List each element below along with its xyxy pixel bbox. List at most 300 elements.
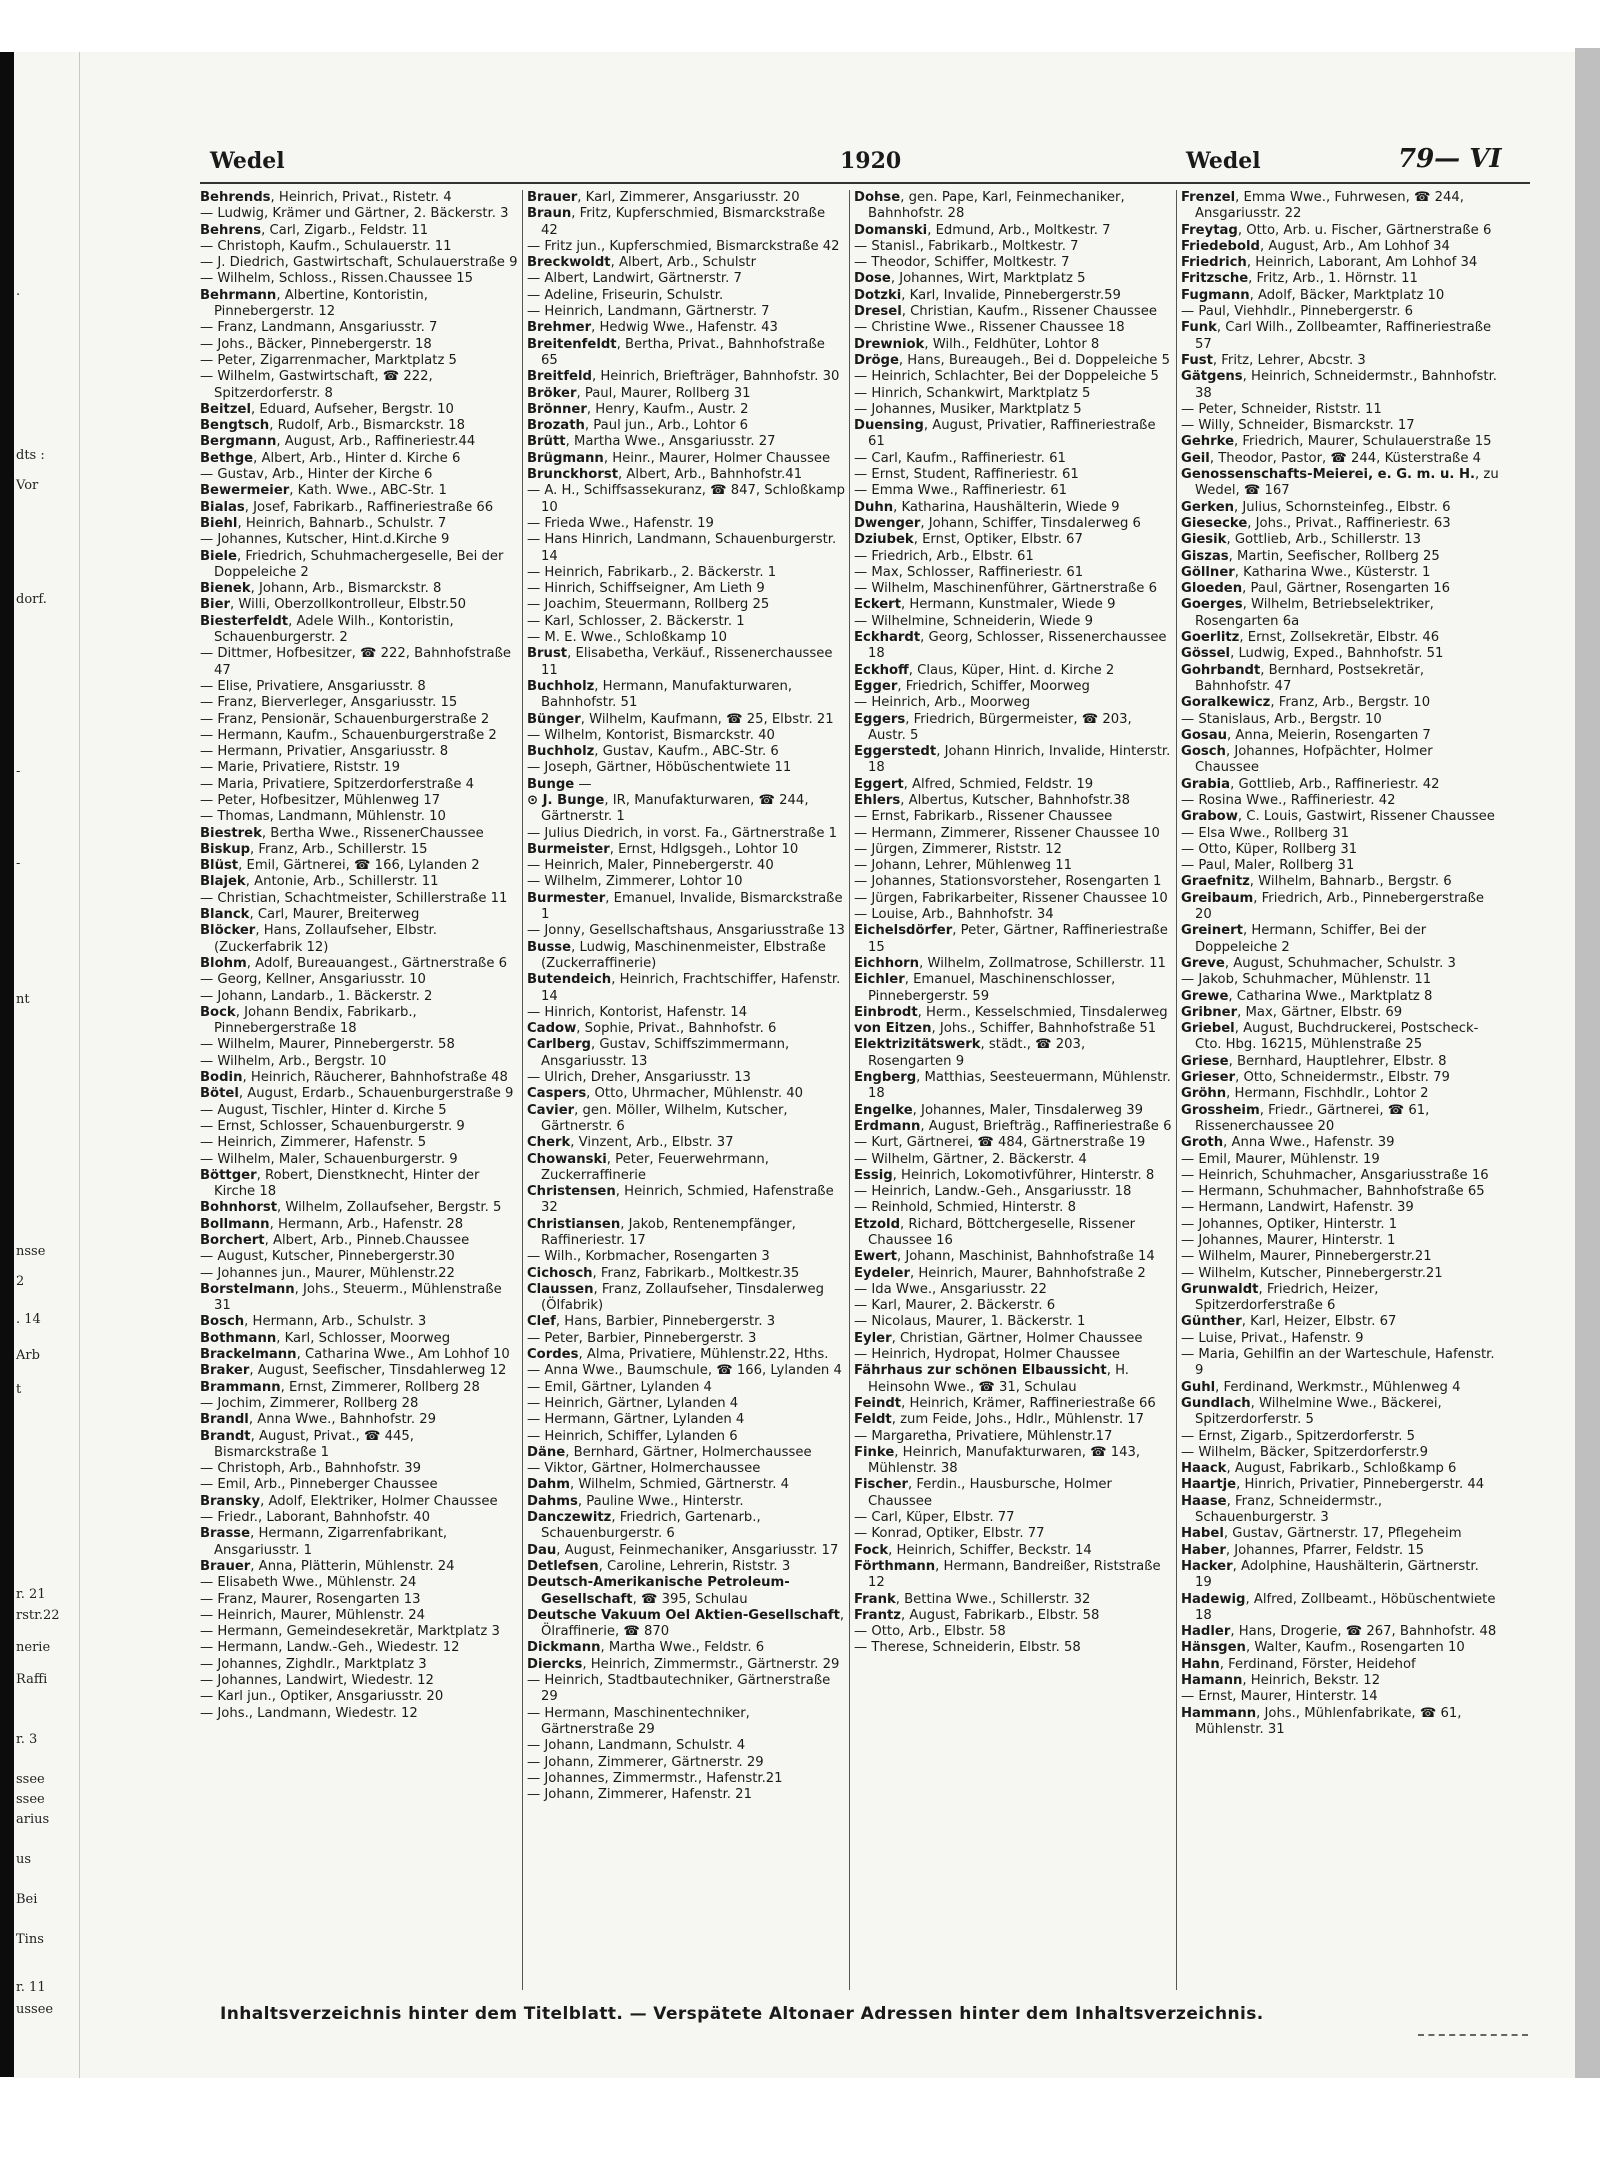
entry-details: — Christoph, Kaufm., Schulauerstr. 11 [200,238,452,254]
entry-details: , Hermann, Arb., Schulstr. 3 [244,1314,427,1330]
directory-entry [527,793,845,826]
entry-details: , Wilhelm, Kaufmann, ☎ 25, Elbstr. 21 [580,711,834,727]
entry-details: — Wilhelmine, Schneiderin, Wiede 9 [854,613,1093,629]
entry-surname: Bienek [200,581,251,597]
entry-surname: Etzold [854,1216,901,1232]
entry-surname: Haartje [1181,1477,1237,1493]
entry-details: , Ernst, Zimmerer, Rollberg 28 [280,1379,480,1395]
directory-entry [527,1070,845,1086]
entry-details: — August, Kutscher, Pinnebergerstr.30 [200,1249,455,1265]
directory-entry [200,1624,518,1640]
entry-surname: Feindt [854,1395,902,1411]
entry-surname: Dose [854,271,891,287]
directory-entry [1181,923,1499,956]
entry-details: — Heinrich, Arb., Moorweg [854,695,1031,711]
directory-entry [854,1152,1172,1168]
entry-details: , Peter, Gärtner, Raffineriestraße 15 [868,923,1168,955]
entry-surname: Dau [527,1542,557,1558]
entry-details: — Johs., Landmann, Wiedestr. 12 [200,1705,418,1721]
entry-details: , August, Arb., Am Lohhof 34 [1259,238,1450,254]
directory-entry [200,1706,518,1722]
entry-details: — Peter, Barbier, Pinnebergerstr. 3 [527,1330,757,1346]
entry-details: , Martha Wwe., Feldstr. 6 [600,1640,765,1656]
directory-entry [527,826,845,842]
directory-entry [527,1477,845,1493]
entry-details: — Hans Hinrich, Landmann, Schauenburgerstr. 14 [527,532,837,564]
directory-entry [854,1592,1172,1608]
directory-entry [527,206,845,239]
directory-entry [854,1347,1172,1363]
directory-entry [1181,728,1499,744]
entry-details: , Emanuel, Invalide, Bismarckstraße 1 [541,890,843,923]
entry-details: , Ölraffinerie, ☎ 870 [541,1607,845,1640]
entry-details: — Carl, Küper, Elbstr. 77 [854,1510,1015,1526]
entry-details: — Jochim, Zimmerer, Rollberg 28 [200,1395,419,1411]
entry-details: , Catharina Wwe., Marktplatz 8 [1228,988,1433,1004]
directory-entry [527,304,845,320]
entry-details: , Friedrich, Maurer, Schulauerstraße 15 [1234,434,1492,450]
entry-details: , gen. Pape, Karl, Feinmechaniker, Bahnhofstr. 28 [868,190,1125,222]
entry-details: , Catharina Wwe., Am Lohhof 10 [296,1347,510,1363]
entry-details: , Hermann, Zigarrenfabrikant, Ansgariusstr. 1 [214,1526,448,1558]
directory-entry [854,500,1172,516]
entry-surname: Cichosch [527,1265,593,1281]
entry-details: , Hermann, Schiffer, Bei der Doppeleiche 2 [1195,923,1427,955]
entry-details: — Gustav, Arb., Hinter der Kirche 6 [200,467,433,483]
directory-entry [200,532,518,548]
entry-details: , Martha Wwe., Ansgariusstr. 27 [565,434,776,450]
entry-surname: Christensen [527,1184,616,1200]
directory-entry [200,956,518,972]
directory-entry [1181,1592,1499,1625]
header-rule [200,182,1530,184]
entry-surname: Frenzel [1181,190,1236,205]
entry-surname: Deutsche Vakuum Oel Aktien-Gesellschaft [527,1607,840,1623]
directory-entry [527,1037,845,1070]
entry-details: , Albertus, Kutscher, Bahnhofstr.38 [900,792,1131,808]
entry-details: — Reinhold, Schmied, Hinterstr. 8 [854,1200,1076,1216]
entry-surname: Blöcker [200,923,256,939]
entry-details: , Johannes, Pfarrer, Feldstr. 15 [1225,1542,1425,1558]
entry-details: — Wilhelm, Arb., Bergstr. 10 [200,1053,387,1069]
entry-surname: Burmeister [527,841,610,857]
directory-entry [854,744,1172,777]
directory-entry [527,239,845,255]
previous-page-text-fragment: . 14 [16,1312,41,1327]
directory-entry [1181,402,1499,418]
directory-entry [200,679,518,695]
entry-surname: Gundlach [1181,1395,1251,1411]
entry-surname: Dwenger [854,515,921,531]
entry-details: — Wilhelm, Kontorist, Bismarckstr. 40 [527,727,775,743]
entry-details: — Kurt, Gärtnerei, ☎ 484, Gärtnerstraße 19 [854,1135,1146,1151]
directory-entry [527,402,845,418]
entry-details: , Hinrich, Privatier, Pinnebergerstr. 44 [1236,1477,1485,1493]
entry-surname: Gröhn [1181,1086,1227,1102]
entry-details: — Wilhelm, Kutscher, Pinnebergerstr.21 [1181,1265,1443,1281]
directory-entry [1181,223,1499,239]
entry-details: , Friedr., Gärtnerei, ☎ 61, Rissenerchaussee 20 [1195,1102,1430,1134]
directory-entry [1181,1640,1499,1656]
directory-entry [527,777,845,793]
entry-details: — Nicolaus, Maurer, 1. Bäckerstr. 1 [854,1314,1086,1330]
directory-entry [1181,1624,1499,1640]
directory-entry [200,483,518,499]
directory-entry [1181,1233,1499,1249]
entry-details: — Hinrich, Kontorist, Hafenstr. 14 [527,1004,748,1020]
entry-surname: Duensing [854,418,924,434]
entry-surname: Duhn [854,499,894,515]
entry-details: , Georg, Schlosser, Rissenerchaussee 18 [868,630,1167,662]
directory-entry [200,972,518,988]
entry-details: — Karl, Schlosser, 2. Bäckerstr. 1 [527,613,745,629]
entry-details: , Heinrich, Schiffer, Beckstr. 14 [888,1542,1092,1558]
entry-details: , städt., ☎ 203, Rosengarten 9 [868,1037,1086,1069]
entry-details: , August, Feinmechaniker, Ansgariusstr. 17 [556,1542,839,1558]
directory-entry [1181,288,1499,304]
entry-details: , Carl, Maurer, Breiterweg [249,907,420,923]
entry-surname: Dohse [854,190,901,205]
directory-entry [854,1363,1172,1396]
directory-entry [527,1575,845,1608]
entry-details: , Anna Wwe., Hafenstr. 39 [1223,1135,1395,1151]
entry-surname: Erdmann [854,1118,921,1134]
entry-surname: Brauer [200,1558,251,1574]
directory-entry [1181,1054,1499,1070]
entry-details: , Gustav, Schiffszimmermann, Ansgariusstr. 13 [541,1037,790,1069]
directory-entry [200,320,518,336]
header-town-right: Wedel [1186,148,1261,174]
directory-entry [527,679,845,712]
entry-details: — Ludwig, Krämer und Gärtner, 2. Bäckerstr. 3 [200,206,509,222]
entry-surname: Elektrizitätswerk [854,1037,981,1053]
directory-entry [1181,989,1499,1005]
previous-page-text-fragment: Raffi [16,1672,48,1687]
directory-entry [200,1233,518,1249]
entry-details: , Bernhard, Gärtner, Holmerchaussee [565,1444,812,1460]
entry-details: , Wilhelm, Zollmatrose, Schillerstr. 11 [919,955,1166,971]
entry-details: , Gustav, Gärtnerstr. 17, Pflegeheim [1223,1526,1462,1542]
directory-entry [200,1331,518,1347]
entry-surname: Burmester [527,890,606,906]
entry-details: — Hermann, Maschinentechniker, Gärtnerstraße 29 [527,1705,750,1737]
entry-details: , August, Briefträg., Raffineriestraße 6 [920,1118,1172,1134]
entry-details: , Wilhelm, Zollaufseher, Bergstr. 5 [277,1200,502,1216]
entry-details: — Wilhelm, Zimmerer, Lohtor 10 [527,874,743,890]
directory-entry [854,777,1172,793]
directory-entry [200,288,518,321]
directory-entry [200,418,518,434]
entry-details: , Johann Hinrich, Invalide, Hinterstr. 18 [868,744,1171,776]
directory-entry [527,1331,845,1347]
entry-surname: Bergmann [200,434,277,450]
entry-surname: Bothmann [200,1330,277,1346]
entry-surname: Greibaum [1181,890,1254,906]
entry-details: — Johann, Landmann, Schulstr. 4 [527,1738,746,1754]
entry-details: , zu Wedel, ☎ 167 [1195,467,1499,499]
directory-entry [854,190,1172,223]
previous-page-text-fragment: Tins [16,1932,44,1947]
entry-surname: Groth [1181,1135,1224,1151]
directory-entry [527,1738,845,1754]
entry-details: — Marie, Privatiere, Riststr. 19 [200,760,400,776]
entry-details: — [574,776,592,792]
directory-entry [1181,712,1499,728]
entry-details: — Peter, Hofbesitzer, Mühlenweg 17 [200,792,441,808]
directory-entry [200,907,518,923]
directory-entry [527,1429,845,1445]
entry-surname: Eichler [854,972,905,988]
entry-details: , Edmund, Arb., Moltkestr. 7 [927,222,1111,238]
entry-details: — Ulrich, Dreher, Ansgariusstr. 13 [527,1070,751,1086]
entry-surname: Borchert [200,1233,265,1248]
previous-page-text-fragment: ussee [16,2002,54,2017]
entry-surname: Behrends [200,190,271,205]
directory-entry [854,1477,1172,1510]
directory-entry [527,418,845,434]
directory-entry [854,695,1172,711]
entry-surname: Cordes [527,1347,579,1363]
entry-details: , Franz, Schneidermstr., Schauenburgerstr. 3 [1195,1493,1383,1526]
entry-surname: Hammann [1181,1705,1257,1721]
directory-entry [1181,1380,1499,1396]
directory-entry [1181,809,1499,825]
directory-entry [527,320,845,336]
entry-surname: Goralkewicz [1181,695,1271,711]
directory-entry [200,451,518,467]
directory-entry [1181,581,1499,597]
entry-details: , Johs., Mühlenfabrikate, ☎ 61, Mühlenstr. 31 [1195,1705,1462,1737]
directory-entry [200,516,518,532]
directory-entry [527,1086,845,1102]
directory-entry [1181,1086,1499,1102]
entry-details: , Karl, Invalide, Pinnebergerstr.59 [901,287,1121,303]
previous-page-text-fragment: 2 [16,1274,25,1289]
directory-entry [1181,1461,1499,1477]
entry-surname: Goerlitz [1181,630,1240,646]
directory-entry [1181,1331,1499,1347]
address-columns [200,190,1530,2000]
directory-entry [200,1135,518,1151]
entry-surname: Brütt [527,434,566,450]
directory-entry [854,826,1172,842]
entry-surname: Brunckhorst [527,467,619,483]
entry-details: , Hans, Bureaugeh., Bei d. Doppeleiche 5 [898,352,1171,368]
entry-details: , IR, Manufakturwaren, ☎ 244, Gärtnerstr. 1 [541,792,809,825]
entry-surname: Cadow [527,1021,577,1037]
entry-details: — Friedrich, Arb., Elbstr. 61 [854,548,1034,564]
entry-surname: Essig [854,1167,893,1183]
entry-details: , Caroline, Lehrerin, Riststr. 3 [598,1558,791,1574]
directory-entry [854,1217,1172,1250]
entry-surname: Behrmann [200,287,277,303]
scan-dark-edge [0,52,14,2077]
directory-entry [200,728,518,744]
directory-entry [200,223,518,239]
entry-details: , Anna Wwe., Bahnhofstr. 29 [248,1412,437,1428]
entry-surname: Bialas [200,499,245,515]
directory-entry [527,891,845,924]
directory-entry [200,809,518,825]
directory-entry [200,1412,518,1428]
entry-details: , Bernhard, Postsekretär, Bahnhofstr. 47 [1195,662,1425,694]
entry-details: , Johannes, Wirt, Marktplatz 5 [890,271,1086,287]
entry-details: , Alma, Privatiere, Mühlenstr.22, Hths. [578,1347,829,1363]
entry-details: — Johannes, Maurer, Hinterstr. 1 [1181,1233,1396,1248]
entry-details: , Katharina Wwe., Küsterstr. 1 [1234,564,1431,580]
entry-surname: Däne [527,1444,566,1460]
entry-details: — Franz, Landmann, Ansgariusstr. 7 [200,320,438,336]
directory-entry [200,1347,518,1363]
entry-surname: Grossheim [1181,1102,1260,1118]
entry-surname: Bethge [200,450,254,466]
directory-entry [854,1282,1172,1298]
entry-surname: Bier [200,597,231,613]
entry-details: — Heinrich, Zimmerer, Hafenstr. 5 [200,1135,427,1151]
entry-details: , Franz, Fabrikarb., Moltkestr.35 [592,1265,800,1281]
entry-details: , Kath. Wwe., ABC-Str. 1 [289,483,447,499]
directory-entry [854,907,1172,923]
entry-details: — Heinrich, Gärtner, Lylanden 4 [527,1395,739,1411]
previous-page-text-fragment: ssee [16,1772,45,1787]
directory-entry [854,288,1172,304]
entry-details: — Therese, Schneiderin, Elbstr. 58 [854,1640,1081,1656]
directory-entry [1181,500,1499,516]
directory-entry [527,1347,845,1363]
directory-entry [200,1510,518,1526]
entry-details: — Louise, Arb., Bahnhofstr. 34 [854,907,1054,923]
entry-details: , C. Louis, Gastwirt, Rissener Chaussee [1237,809,1495,825]
entry-details: , Johann, Maschinist, Bahnhofstraße 14 [896,1249,1155,1265]
directory-entry [854,1005,1172,1021]
entry-details: — Max, Schlosser, Raffineriestr. 61 [854,564,1084,580]
address-column-2 [527,190,845,2000]
directory-entry [1181,1152,1499,1168]
directory-entry [200,1673,518,1689]
entry-details: , Hans, Zollaufseher, Elbstr. (Zuckerfabrik 12) [214,923,437,955]
directory-entry [854,467,1172,483]
directory-entry [854,614,1172,630]
directory-entry [1181,1103,1499,1136]
entry-details: — Johannes jun., Maurer, Mühlenstr.22 [200,1265,455,1281]
entry-details: — Elisabeth Wwe., Mühlenstr. 24 [200,1575,417,1591]
previous-page-text-fragment: dorf. [16,592,47,607]
directory-entry [1181,630,1499,646]
directory-entry [527,923,845,939]
directory-entry [200,923,518,956]
directory-entry [200,271,518,287]
directory-entry [200,1363,518,1379]
entry-details: — Emil, Gärtner, Lylanden 4 [527,1379,712,1395]
header-year: 1920 [840,148,902,174]
directory-entry [854,239,1172,255]
entry-details: , Heinrich, Laborant, Am Lohhof 34 [1246,255,1478,271]
directory-entry [527,712,845,728]
directory-entry [1181,646,1499,662]
entry-surname: Guhl [1181,1379,1216,1395]
entry-details: , Johannes, Hofpächter, Holmer Chaussee [1195,744,1433,776]
entry-details: , Bertha Wwe., RissenerChaussee [261,825,484,841]
entry-details: — J. Diedrich, Gastwirtschaft, Schulauerstraße 9 [200,255,518,271]
entry-surname: Breitfeld [527,369,592,385]
entry-details: — Hermann, Schuhmacher, Bahnhofstraße 65 [1181,1184,1485,1200]
directory-entry [1181,1005,1499,1021]
directory-entry [200,1070,518,1086]
directory-entry [1181,874,1499,890]
entry-details: , Max, Gärtner, Elbstr. 69 [1237,1004,1403,1020]
entry-surname: Bunge [527,776,575,792]
directory-entry [854,1184,1172,1200]
directory-entry [200,1314,518,1330]
directory-entry [854,549,1172,565]
directory-entry [854,1200,1172,1216]
entry-details: , Adolf, Bureauangest., Gärtnerstraße 6 [246,955,508,971]
entry-details: , Ferdinand, Werkmstr., Mühlenweg 4 [1215,1379,1461,1395]
entry-details: , Fritz, Lehrer, Abcstr. 3 [1212,352,1366,368]
entry-surname: Grabia [1181,776,1231,792]
entry-details: , Bertha, Privat., Bahnhofstraße 65 [541,336,825,368]
previous-page-text-fragment: arius [16,1812,50,1827]
directory-entry [1181,1396,1499,1429]
directory-entry [1181,1559,1499,1592]
previous-page-text-fragment: rstr.22 [16,1608,60,1623]
entry-surname: Blajek [200,874,246,890]
previous-page-margin [14,52,80,2078]
directory-entry [854,1331,1172,1347]
entry-surname: Einbrodt [854,1004,918,1020]
entry-details: — Christoph, Arb., Bahnhofstr. 39 [200,1461,421,1477]
directory-entry [527,1640,845,1656]
directory-entry [854,956,1172,972]
entry-details: , Jakob, Rentenempfänger, Raffineriestr. 17 [541,1216,796,1248]
entry-details: , Ferdin., Hausbursche, Holmer Chaussee [868,1477,1112,1509]
entry-details: , Emil, Gärtnerei, ☎ 166, Lylanden 2 [238,858,480,874]
directory-entry [1181,826,1499,842]
entry-details: , Heinrich, Frachtschiffer, Hafenstr. 14 [541,972,841,1004]
entry-details: , Hermann, Fischhdlr., Lohtor 2 [1226,1086,1429,1102]
entry-surname: Grunwaldt [1181,1281,1259,1297]
previous-page-text-fragment: Arb [16,1348,40,1363]
directory-entry [200,1429,518,1462]
entry-surname: Ewert [854,1249,897,1265]
entry-surname: Blüst [200,858,239,874]
directory-entry [854,1021,1172,1037]
entry-surname: Goerges [1181,597,1243,613]
directory-entry [527,271,845,287]
entry-details: — Elsa Wwe., Rollberg 31 [1181,825,1350,841]
directory-entry [200,1526,518,1559]
footer-dash-rule [1418,2034,1528,2039]
entry-details: — Wilhelm, Schloss., Rissen.Chaussee 15 [200,271,474,287]
entry-surname: Bollmann [200,1216,270,1232]
entry-details: — Johannes, Optiker, Hinterstr. 1 [1181,1216,1398,1232]
directory-entry [1181,891,1499,924]
directory-entry [200,467,518,483]
entry-surname: Borstelmann [200,1281,295,1297]
entry-details: — Joseph, Gärtner, Höbüschentwiete 11 [527,760,792,776]
entry-surname: Greinert [1181,923,1243,939]
entry-details: , Heinr., Maurer, Holmer Chaussee [603,450,831,466]
directory-entry [200,1217,518,1233]
entry-details: — Hermann, Gärtner, Lylanden 4 [527,1412,745,1428]
entry-details: , Hermann, Manufakturwaren, Bahnhofstr. 51 [541,678,793,711]
directory-entry [200,1282,518,1315]
entry-details: — Viktor, Gärtner, Holmerchaussee [527,1461,761,1477]
entry-surname: Butendeich [527,972,612,988]
directory-entry [527,1706,845,1739]
directory-entry [200,1168,518,1201]
directory-entry [200,255,518,271]
